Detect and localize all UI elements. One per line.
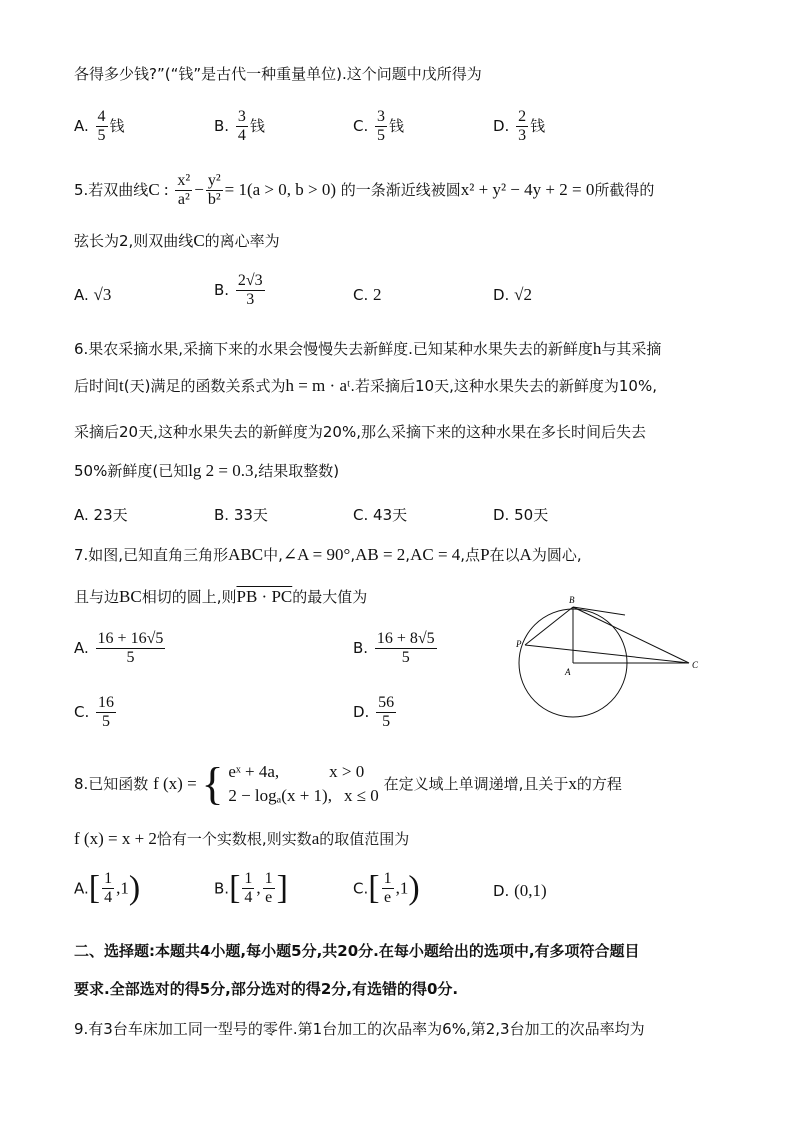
q5-option-d[interactable]: D. √2 bbox=[493, 285, 532, 304]
fraction: $\frac{4}{5}$ bbox=[97, 108, 106, 144]
fraction: $\frac{1}{e}$ bbox=[383, 870, 392, 906]
q7-option-c[interactable]: C. $\frac{16}{5}$ bbox=[74, 694, 115, 730]
segment-bc bbox=[573, 607, 689, 663]
q7-stem-2: 且与边BC相切的圆上,则PB · PC的最大值为 bbox=[74, 587, 368, 606]
q6-option-b[interactable]: B. 33天 bbox=[214, 506, 268, 524]
q6-option-a[interactable]: A. 23天 bbox=[74, 506, 128, 524]
q5-option-a[interactable]: A. √3 bbox=[74, 285, 112, 304]
section-2-header: 二、选择题:本题共4小题,每小题5分,共20分.在每小题给出的选项中,有多项符合题目 bbox=[74, 942, 640, 960]
fraction: $\frac{2}{3}$ bbox=[518, 108, 527, 144]
q7-stem: 7.如图,已知直角三角形ABC中,∠A = 90°,AB = 2,AC = 4,点P在以A为圆心, bbox=[74, 545, 582, 564]
q6-option-c[interactable]: C. 43天 bbox=[353, 506, 408, 524]
label-a: A bbox=[565, 667, 571, 677]
q4-option-a[interactable]: A. $\frac{4}{5}$ 钱 bbox=[74, 108, 125, 144]
fraction: $\frac{1}{4}$ bbox=[244, 870, 253, 906]
q6-stem: 6.果农采摘水果,采摘下来的水果会慢慢失去新鲜度.已知某种水果失去的新鲜度h与其采摘 bbox=[74, 339, 662, 358]
q8-stem: 8.已知函数 f (x) = { eˣ + 4a, x > 0 2 − logₐ(x + 1), x ≤ 0 在定义域上单调递增,且关于x的方程 bbox=[74, 758, 622, 809]
q6-stem-2: 后时间t(天)满足的函数关系式为h = m · aᵗ.若采摘后10天,这种水果失去的新鲜度为10%, bbox=[74, 376, 657, 395]
q7-option-a[interactable]: A. $\frac{16 + 16√5}{5}$ bbox=[74, 630, 164, 666]
section-2-header-2: 要求.全部选对的得5分,部分选对的得2分,有选错的得0分. bbox=[74, 980, 459, 998]
q5-stem-2: 弦长为2,则双曲线C的离心率为 bbox=[74, 231, 280, 250]
label-c: C bbox=[692, 660, 699, 670]
fraction: $\frac{\text{x²}}{\text{a²}}$ bbox=[177, 172, 191, 208]
q7-option-d[interactable]: D. $\frac{56}{5}$ bbox=[353, 694, 395, 730]
label-p: P bbox=[516, 639, 522, 649]
fraction: $\frac{1}{e}$ bbox=[264, 870, 273, 906]
q6-stem-4: 50%新鲜度(已知lg 2 = 0.3,结果取整数) bbox=[74, 461, 340, 480]
q8-option-d[interactable]: D. (0,1) bbox=[493, 881, 547, 900]
q8-option-b[interactable]: B.[ $\frac{1}{4}$ , $\frac{1}{e}$ ] bbox=[214, 869, 288, 907]
q5-option-c[interactable]: C. 2 bbox=[353, 285, 382, 304]
q8-option-c[interactable]: C.[ $\frac{1}{e}$ ,1) bbox=[353, 869, 420, 907]
q8-stem-2: f (x) = x + 2恰有一个实数根,则实数a的取值范围为 bbox=[74, 829, 410, 848]
q4-option-d[interactable]: D. $\frac{2}{3}$ 钱 bbox=[493, 108, 546, 144]
q4-option-b[interactable]: B. $\frac{3}{4}$ 钱 bbox=[214, 108, 265, 144]
label-b: B bbox=[569, 595, 575, 605]
q5-stem: 5.若双曲线C : $\frac{\text{x²}}{\text{a²}}$ − $\frac{\text{y²}}{\text{b²}}$ = 1(a > 0, b > 0) 的一条渐近线被圆x² + y² − 4y + 2 = 0所截得的 bbox=[74, 172, 655, 208]
fraction: $\frac{\text{y²}}{\text{b²}}$ bbox=[207, 172, 221, 208]
q6-stem-3: 采摘后20天,这种水果失去的新鲜度为20%,那么采摘下来的这种水果在多长时间后失去 bbox=[74, 423, 646, 441]
fraction: $\frac{16 + 8√5}{5}$ bbox=[376, 630, 435, 666]
q9-stem: 9.有3台车床加工同一型号的零件.第1台加工的次品率为6%,第2,3台加工的次品率均为 bbox=[74, 1020, 645, 1038]
q8-option-a[interactable]: A.[ $\frac{1}{4}$ ,1) bbox=[74, 869, 141, 907]
text-line: 各得多少钱?”(“钱”是古代一种重量单位).这个问题中戊所得为 bbox=[74, 65, 482, 83]
q4-option-c[interactable]: C. $\frac{3}{5}$ 钱 bbox=[353, 108, 405, 144]
q6-option-d[interactable]: D. 50天 bbox=[493, 506, 549, 524]
q5-option-b[interactable]: B. $\frac{2√3}{3}$ bbox=[214, 272, 263, 308]
fraction: $\frac{2√3}{3}$ bbox=[237, 272, 263, 308]
segment-pc bbox=[525, 645, 689, 663]
segment-pb bbox=[525, 607, 573, 645]
fraction: $\frac{3}{5}$ bbox=[377, 108, 386, 144]
fraction: $\frac{1}{4}$ bbox=[104, 870, 113, 906]
fraction: $\frac{16}{5}$ bbox=[98, 694, 115, 730]
q7-option-b[interactable]: B. $\frac{16 + 8√5}{5}$ bbox=[353, 630, 435, 666]
fraction: $\frac{56}{5}$ bbox=[378, 694, 395, 730]
fraction: $\frac{16 + 16√5}{5}$ bbox=[97, 630, 164, 666]
triangle-circle-figure bbox=[505, 595, 705, 755]
fraction: $\frac{3}{4}$ bbox=[237, 108, 246, 144]
